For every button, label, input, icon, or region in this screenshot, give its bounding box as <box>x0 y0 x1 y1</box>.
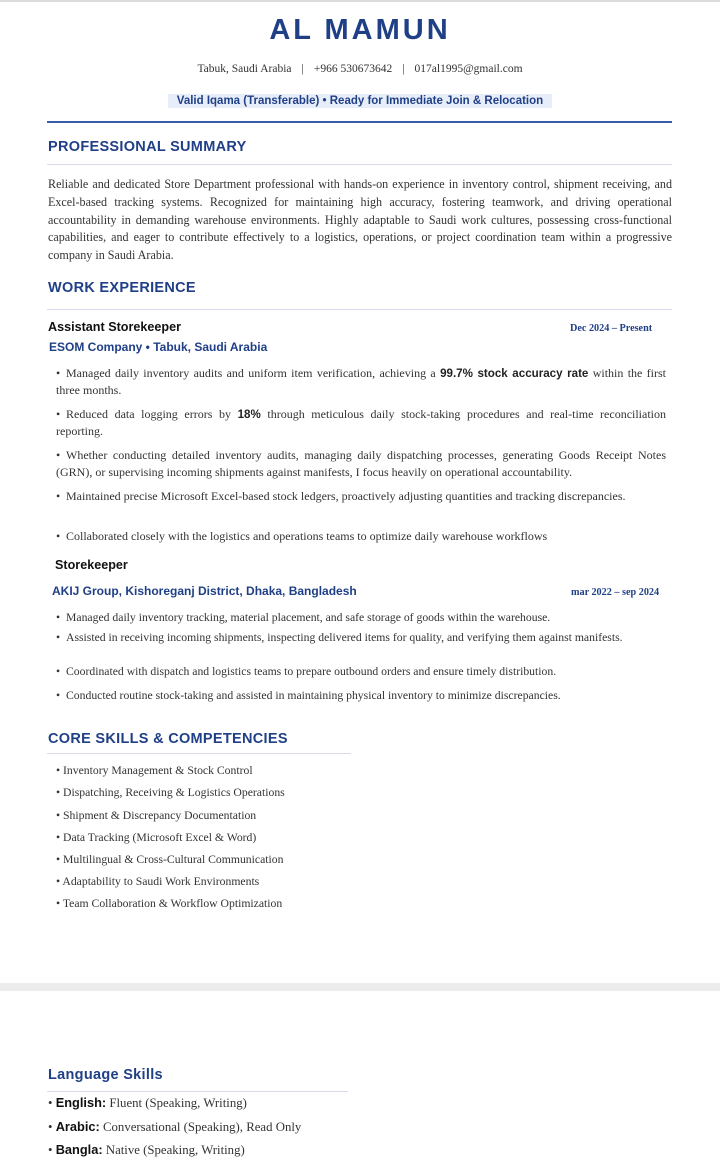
contact-separator: | <box>301 63 304 75</box>
location-text: Tabuk, Saudi Arabia <box>197 63 292 75</box>
job-bullet: • Coordinated with dispatch and logistics teams to prepare outbound orders and ensure timely distribution. <box>56 665 557 678</box>
job-company: AKIJ Group, Kishoreganj District, Dhaka, Bangladesh <box>52 584 357 598</box>
contact-line <box>0 63 720 75</box>
job-title: Storekeeper <box>55 558 128 572</box>
job-bullet: • Whether conducting detailed inventory audits, managing daily dispatching processes, generating Goods Receipt Notes (GRN), or supervising incoming shipments against manifests, I focus heavily on operational accountability. <box>56 448 666 479</box>
job-bullet: • Managed daily inventory audits and uniform item verification, achieving a 99.7% stock accuracy rate within the first three months. <box>56 366 666 397</box>
header-divider <box>47 121 672 123</box>
section-rule <box>47 164 672 165</box>
job-bullet: • Assisted in receiving incoming shipments, inspecting delivered items for quality, and verifying them against manifests. <box>56 631 623 644</box>
job-bullet: • Maintained precise Microsoft Excel-based stock ledgers, proactively adjusting quantities and tracking discrepancies. <box>56 489 626 503</box>
section-title-skills: CORE SKILLS & COMPETENCIES <box>48 731 288 747</box>
job-bullet: • Reduced data logging errors by 18% through meticulous daily stock-taking procedures and real-time reconciliation reporting. <box>56 407 667 438</box>
section-rule <box>47 753 351 754</box>
skill-item: • Adaptability to Saudi Work Environments <box>56 875 260 888</box>
contact-separator: | <box>402 63 405 75</box>
skill-item: • Shipment & Discrepancy Documentation <box>56 809 257 822</box>
status-badge: Valid Iqama (Transferable) • Ready for Immediate Join & Relocation <box>168 94 552 108</box>
job-bullet: • Managed daily inventory tracking, material placement, and safe storage of goods within the warehouse. <box>56 611 551 624</box>
section-rule <box>47 1091 348 1092</box>
skill-item: • Inventory Management & Stock Control <box>56 764 253 777</box>
job-bullet: • Conducted routine stock-taking and assisted in maintaining physical inventory to minimize discrepancies. <box>56 689 561 702</box>
section-title-summary: PROFESSIONAL SUMMARY <box>48 139 247 155</box>
candidate-name: AL MAMUN <box>269 14 451 46</box>
section-title-experience: WORK EXPERIENCE <box>48 280 196 296</box>
status-badge-row <box>0 91 720 109</box>
section-title-languages: Language Skills <box>48 1067 163 1083</box>
language-item: • Arabic: Conversational (Speaking), Read Only <box>48 1119 302 1134</box>
skill-item: • Dispatching, Receiving & Logistics Operations <box>56 786 285 799</box>
job-title: Assistant Storekeeper <box>48 320 181 334</box>
job-bullet: • Collaborated closely with the logistics and operations teams to optimize daily warehouse workflows <box>56 529 548 543</box>
job-dates: Dec 2024 – Present <box>570 323 653 334</box>
job-dates: mar 2022 – sep 2024 <box>571 587 660 598</box>
language-item: • English: Fluent (Speaking, Writing) <box>48 1095 247 1110</box>
skill-item: • Data Tracking (Microsoft Excel & Word) <box>56 831 257 844</box>
summary-text: Reliable and dedicated Store Department professional with hands-on experience in inventory control, shipment receiving, and Excel-based tracking systems. Recognized for maintaining high accuracy, fostering teamwork, and driving operational accountability in demanding warehouse environments. Highly adaptable to Saudi work cultures, possessing cross-functional capabilities, and eager to contribute effectively to a logistics, operations, or project coordination team within a progressive company in Saudi Arabia. <box>48 177 672 263</box>
email-link[interactable]: 017al1995@gmail.com <box>414 63 523 75</box>
phone-text: +966 530673642 <box>313 63 393 75</box>
skill-item: • Multilingual & Cross-Cultural Communication <box>56 853 284 866</box>
top-divider <box>0 0 720 2</box>
section-rule <box>47 309 672 310</box>
skill-item: • Team Collaboration & Workflow Optimization <box>56 897 283 910</box>
language-item: • Bangla: Native (Speaking, Writing) <box>48 1142 245 1157</box>
resume-page-2 <box>0 991 720 1169</box>
job-company: ESOM Company • Tabuk, Saudi Arabia <box>49 340 268 354</box>
